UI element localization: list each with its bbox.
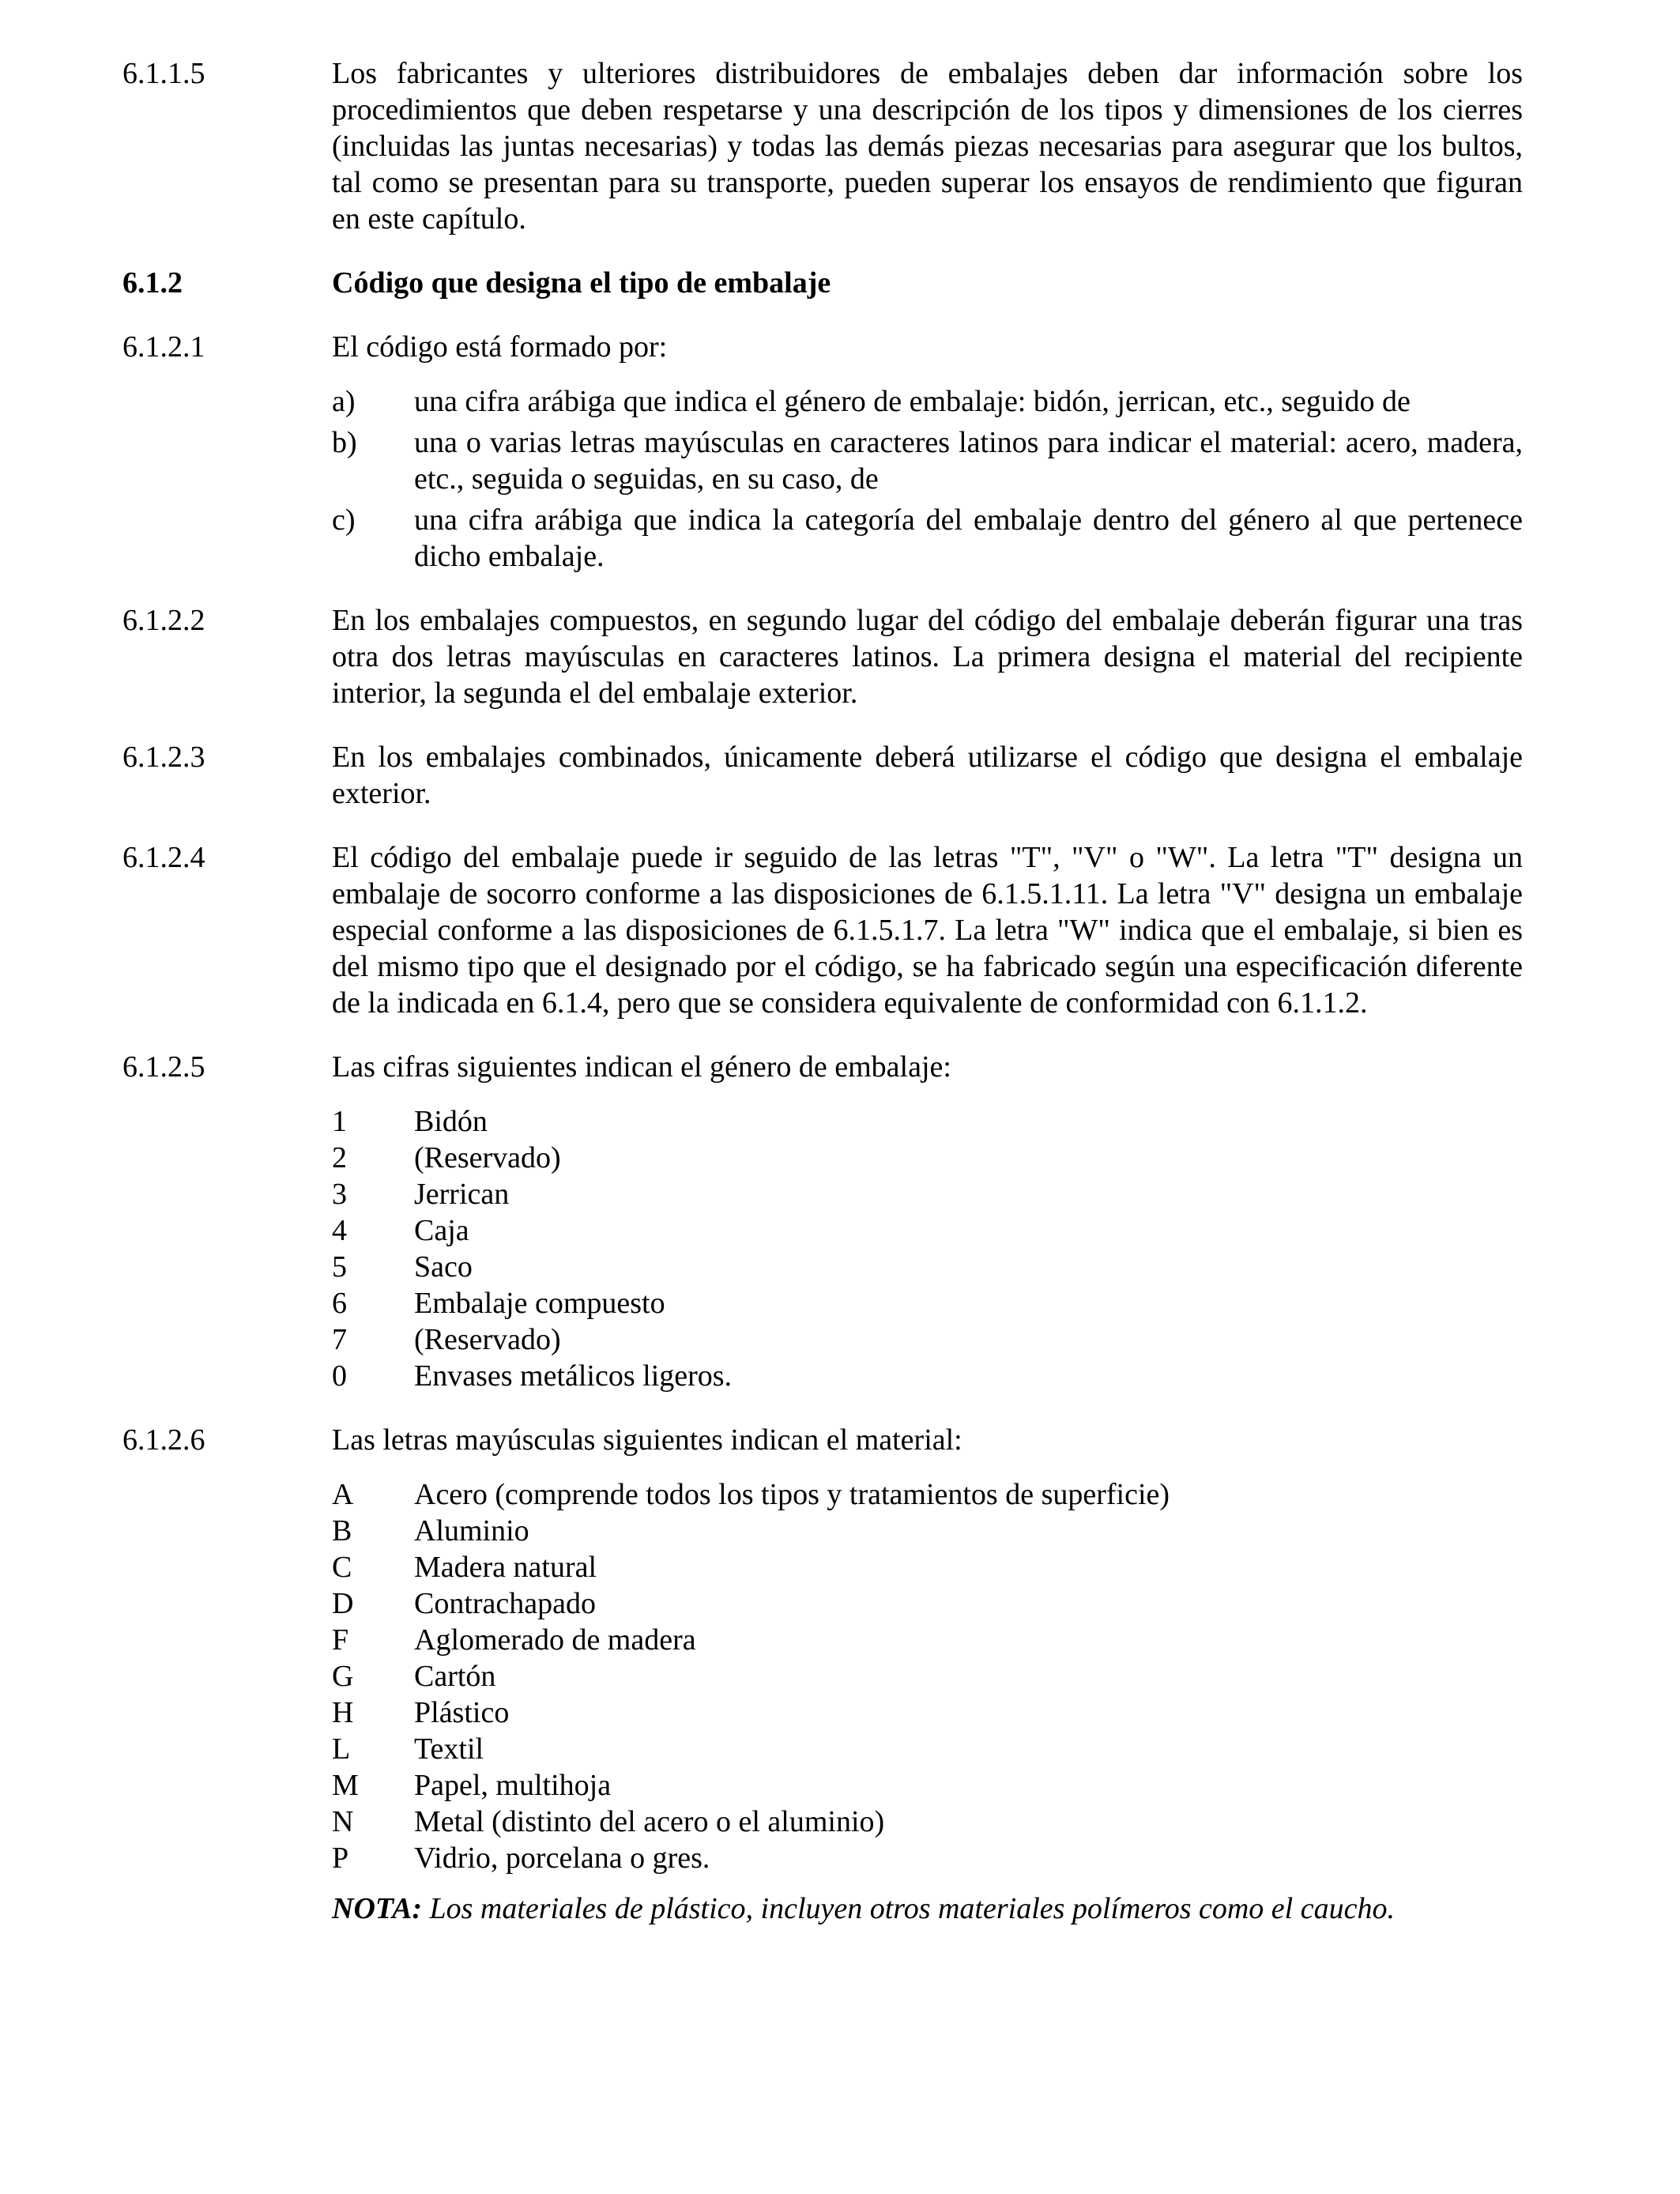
- section-6-1-2-2: [122, 602, 1523, 711]
- list-item: [332, 1695, 1523, 1731]
- list-item: [332, 1513, 1523, 1549]
- list-item-text: Papel, multihoja: [414, 1769, 612, 1802]
- list-item: [332, 424, 1523, 497]
- section-6-1-2-6: [122, 1422, 1523, 1927]
- list-item: [332, 1767, 1523, 1804]
- list-item-text: Textil: [414, 1732, 484, 1766]
- list-item-text: Contrachapado: [414, 1587, 597, 1620]
- list-item-text: una o varias letras mayúsculas en caracteres latinos para indicar el material: acero, madera, etc., seguida o seguidas, en su caso, de: [414, 426, 1523, 496]
- list-marker: 0: [332, 1359, 347, 1393]
- list-marker: b): [332, 426, 357, 459]
- list-item-text: Bidón: [414, 1105, 488, 1138]
- list-item: [332, 1358, 1523, 1394]
- list-item: [332, 1585, 1523, 1622]
- list-marker: G: [332, 1660, 354, 1693]
- list-item-text: Aluminio: [414, 1514, 529, 1547]
- list-marker: 3: [332, 1178, 347, 1211]
- list-item-text: Vidrio, porcelana o gres.: [414, 1842, 710, 1875]
- list-item: [332, 502, 1523, 575]
- section-text: Las cifras siguientes indican el género de embalaje:: [332, 1050, 951, 1084]
- section-6-1-2-3: [122, 739, 1523, 812]
- section-title: Código que designa el tipo de embalaje: [332, 266, 831, 300]
- list-marker: N: [332, 1805, 354, 1838]
- section-text: El código está formado por:: [332, 330, 668, 364]
- list-marker: B: [332, 1514, 352, 1547]
- list-marker: C: [332, 1551, 352, 1584]
- list-item-text: una cifra arábiga que indica el género de embalaje: bidón, jerrican, etc., seguido de: [414, 385, 1411, 418]
- list-marker: A: [332, 1478, 354, 1511]
- list-marker: L: [332, 1732, 351, 1766]
- section-6-1-1-5: [122, 55, 1523, 237]
- list-marker: c): [332, 503, 356, 537]
- section-number: 6.1.2.1: [122, 330, 205, 364]
- section-number: 6.1.2.2: [122, 604, 205, 637]
- list-item: [332, 1804, 1523, 1840]
- list-marker: 4: [332, 1214, 347, 1247]
- list-marker: 6: [332, 1287, 347, 1320]
- section-number: 6.1.2.6: [122, 1423, 205, 1457]
- list-item: [332, 1285, 1523, 1321]
- section-number: 6.1.2.5: [122, 1050, 205, 1084]
- list-item: [332, 1249, 1523, 1285]
- list-marker: P: [332, 1842, 349, 1875]
- list-item-text: Madera natural: [414, 1551, 597, 1584]
- list-item: [332, 383, 1523, 420]
- list-marker: 5: [332, 1250, 347, 1284]
- list-marker: a): [332, 385, 356, 418]
- section-text: En los embalajes compuestos, en segundo lugar del código del embalaje deberán figurar una tras otra dos letras mayúsculas en caracteres latinos. La primera designa el material del recipiente interior, la segunda el del embalaje exterior.: [332, 604, 1523, 710]
- list-item: [332, 1176, 1523, 1212]
- note: [332, 1891, 1523, 1927]
- section-text: En los embalajes combinados, únicamente deberá utilizarse el código que designa el embalaje exterior.: [332, 741, 1523, 810]
- list-marker: 1: [332, 1105, 347, 1138]
- list-marker: M: [332, 1769, 359, 1802]
- list-item: [332, 1549, 1523, 1585]
- section-number: 6.1.2: [122, 266, 183, 300]
- section-6-1-2-heading: [122, 265, 1523, 301]
- list-marker: F: [332, 1623, 349, 1657]
- section-6-1-2-4: [122, 839, 1523, 1021]
- list-item-text: Acero (comprende todos los tipos y tratamientos de superficie): [414, 1478, 1170, 1511]
- list-item: [332, 1103, 1523, 1140]
- section-6-1-2-1: [122, 329, 1523, 575]
- section-6-1-2-5: [122, 1049, 1523, 1394]
- list-item: [332, 1212, 1523, 1249]
- material-letter-list: [332, 1476, 1523, 1876]
- list-item-text: Envases metálicos ligeros.: [414, 1359, 733, 1393]
- section-number: 6.1.2.4: [122, 841, 205, 874]
- list-item: [332, 1140, 1523, 1176]
- list-item-text: (Reservado): [414, 1141, 561, 1174]
- list-item: [332, 1658, 1523, 1695]
- note-text: Los materiales de plástico, incluyen otros materiales polímeros como el caucho.: [422, 1892, 1395, 1925]
- list-item-text: Jerrican: [414, 1178, 510, 1211]
- list-marker: 7: [332, 1323, 347, 1356]
- packaging-type-list: [332, 1103, 1523, 1394]
- code-structure-list: [332, 383, 1523, 575]
- list-item: [332, 1622, 1523, 1658]
- list-marker: D: [332, 1587, 354, 1620]
- section-text: Los fabricantes y ulteriores distribuidores de embalajes deben dar información sobre los procedimientos que deben respetarse y una descripción de los tipos y dimensiones de los cierres (incluidas las juntas necesarias) y todas las demás piezas necesarias para asegurar que los bultos, tal como se presentan para su transporte, pueden superar los ensayos de rendimiento que figuran en este capítulo.: [332, 57, 1523, 236]
- list-item-text: Metal (distinto del acero o el aluminio): [414, 1805, 885, 1838]
- list-item-text: Aglomerado de madera: [414, 1623, 696, 1657]
- section-number: 6.1.1.5: [122, 57, 205, 90]
- note-label: NOTA:: [332, 1892, 422, 1925]
- section-text: Las letras mayúsculas siguientes indican el material:: [332, 1423, 962, 1457]
- list-item-text: Plástico: [414, 1696, 510, 1729]
- list-marker: H: [332, 1696, 354, 1729]
- list-item-text: Saco: [414, 1250, 473, 1284]
- list-item: [332, 1840, 1523, 1876]
- list-item-text: Caja: [414, 1214, 469, 1247]
- list-item: [332, 1476, 1523, 1513]
- document-page: [122, 55, 1523, 1955]
- list-item-text: Embalaje compuesto: [414, 1287, 665, 1320]
- list-item: [332, 1731, 1523, 1767]
- list-item-text: Cartón: [414, 1660, 496, 1693]
- list-marker: 2: [332, 1141, 347, 1174]
- list-item-text: (Reservado): [414, 1323, 561, 1356]
- list-item: [332, 1321, 1523, 1358]
- section-number: 6.1.2.3: [122, 741, 205, 774]
- list-item-text: una cifra arábiga que indica la categoría del embalaje dentro del género al que pertenece dicho embalaje.: [414, 503, 1523, 573]
- section-text: El código del embalaje puede ir seguido de las letras "T", "V" o "W". La letra "T" designa un embalaje de socorro conforme a las disposiciones de 6.1.5.1.11. La letra "V" designa un embalaje especial conforme a las disposiciones de 6.1.5.1.7. La letra "W" indica que el embalaje, si bien es del mismo tipo que el designado por el código, se ha fabricado según una especificación diferente de la indicada en 6.1.4, pero que se considera equivalente de conformidad con 6.1.1.2.: [332, 841, 1523, 1020]
